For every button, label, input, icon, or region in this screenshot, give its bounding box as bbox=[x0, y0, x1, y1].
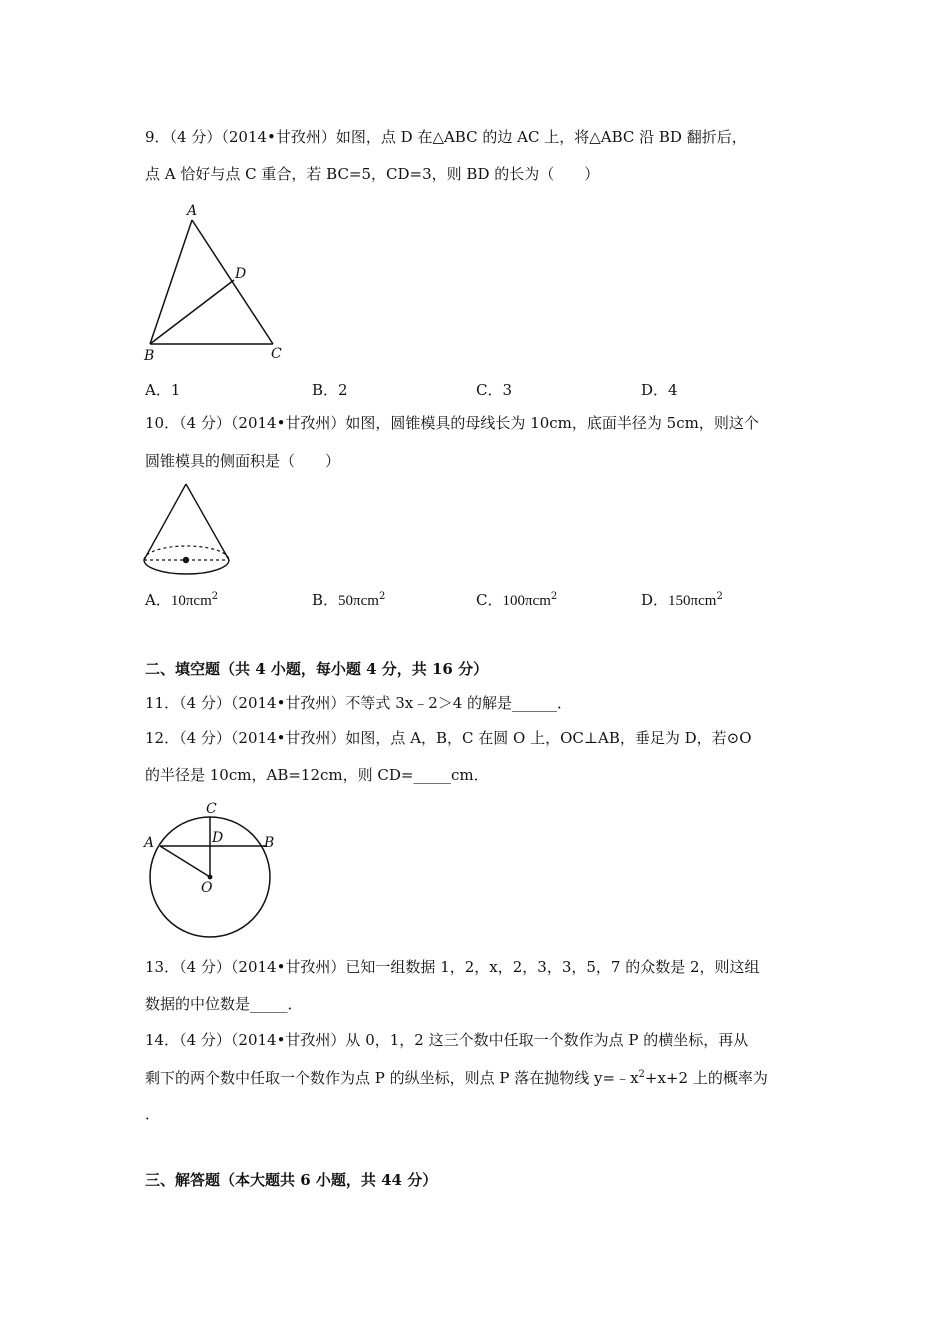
label-a: A bbox=[187, 203, 198, 219]
option-exponent: 2 bbox=[211, 591, 219, 602]
label-a: A bbox=[144, 835, 155, 851]
option-letter: A． bbox=[145, 591, 171, 609]
option-value: 150πcm bbox=[668, 593, 717, 609]
section-2-heading: 二、填空题（共 4 小题，每小题 4 分，共 16 分） bbox=[145, 660, 489, 678]
option-exponent: 2 bbox=[716, 591, 723, 602]
label-o: O bbox=[201, 880, 213, 896]
q12-circle-figure bbox=[138, 798, 288, 940]
q10-option-d bbox=[641, 590, 723, 611]
q9-triangle-figure bbox=[140, 198, 290, 368]
label-d: D bbox=[212, 830, 224, 846]
option-letter: D． bbox=[641, 591, 669, 609]
q10-cone-figure bbox=[138, 478, 238, 580]
q10-option-c bbox=[476, 590, 557, 611]
q9-option-d: D．4 bbox=[641, 381, 678, 399]
q9-line2: 点 A 恰好与点 C 重合，若 BC=5，CD=3，则 BD 的长为（ ） bbox=[145, 165, 600, 183]
q14-line2-part2: +x+2 上的概率为 bbox=[644, 1069, 768, 1087]
section-3-heading: 三、解答题（本大题共 6 小题，共 44 分） bbox=[145, 1171, 438, 1189]
option-value: 100πcm bbox=[502, 593, 551, 609]
q10-line1: 10．（4 分）（2014•甘孜州）如图，圆锥模具的母线长为 10cm，底面半径为 5cm，则这个 bbox=[145, 414, 759, 432]
q14-line2-part1: 剩下的两个数中任取一个数作为点 P 的纵坐标，则点 P 落在抛物线 y=﹣x bbox=[145, 1069, 639, 1087]
q14-line3: ． bbox=[145, 1105, 161, 1123]
q9-option-b: B．2 bbox=[312, 381, 348, 399]
q14-line2 bbox=[145, 1068, 768, 1088]
q9-option-a: A．1 bbox=[145, 381, 181, 399]
q13-line2: 数据的中位数是_____． bbox=[145, 995, 303, 1013]
option-letter: C． bbox=[476, 591, 503, 609]
edge-bd bbox=[150, 280, 234, 344]
q11-line: 11．（4 分）（2014•甘孜州）不等式 3x﹣2＞4 的解是______． bbox=[145, 694, 573, 712]
label-c: C bbox=[206, 801, 217, 817]
q12-line2: 的半径是 10cm，AB=12cm，则 CD=_____cm． bbox=[145, 766, 489, 784]
q10-line2: 圆锥模具的侧面积是（ ） bbox=[145, 452, 341, 470]
q13-line1: 13．（4 分）（2014•甘孜州）已知一组数据 1，2，x，2，3，3，5，7 的众数是 2，则这组 bbox=[145, 958, 760, 976]
cone-left-edge bbox=[144, 484, 186, 560]
label-d: D bbox=[235, 266, 247, 282]
option-exponent: 2 bbox=[378, 591, 386, 602]
segment-oa bbox=[160, 846, 210, 877]
label-c: C bbox=[271, 346, 282, 362]
label-b: B bbox=[264, 835, 275, 851]
center-dot-o bbox=[208, 875, 213, 880]
edge-ab bbox=[150, 220, 192, 344]
cone-center-dot bbox=[183, 557, 189, 563]
option-value: 10πcm bbox=[170, 593, 212, 609]
option-exponent: 2 bbox=[550, 591, 558, 602]
cone-right-edge bbox=[186, 484, 229, 560]
label-b: B bbox=[144, 348, 155, 364]
q9-line1: 9．（4 分）（2014•甘孜州）如图，点 D 在△ABC 的边 AC 上，将△ABC 沿 BD 翻折后， bbox=[145, 128, 747, 146]
q12-line1: 12．（4 分）（2014•甘孜州）如图，点 A，B，C 在圆 O 上，OC⊥AB，垂足为 D，若⊙O bbox=[145, 729, 752, 747]
q9-option-c: C．3 bbox=[476, 381, 513, 399]
q10-option-a bbox=[145, 590, 218, 611]
q10-option-b bbox=[312, 590, 385, 611]
option-letter: B． bbox=[312, 591, 339, 609]
option-value: 50πcm bbox=[338, 593, 379, 609]
q14-exponent: 2 bbox=[638, 1069, 645, 1080]
q14-line1: 14．（4 分）（2014•甘孜州）从 0，1，2 这三个数中任取一个数作为点 P 的横坐标，再从 bbox=[145, 1031, 749, 1049]
